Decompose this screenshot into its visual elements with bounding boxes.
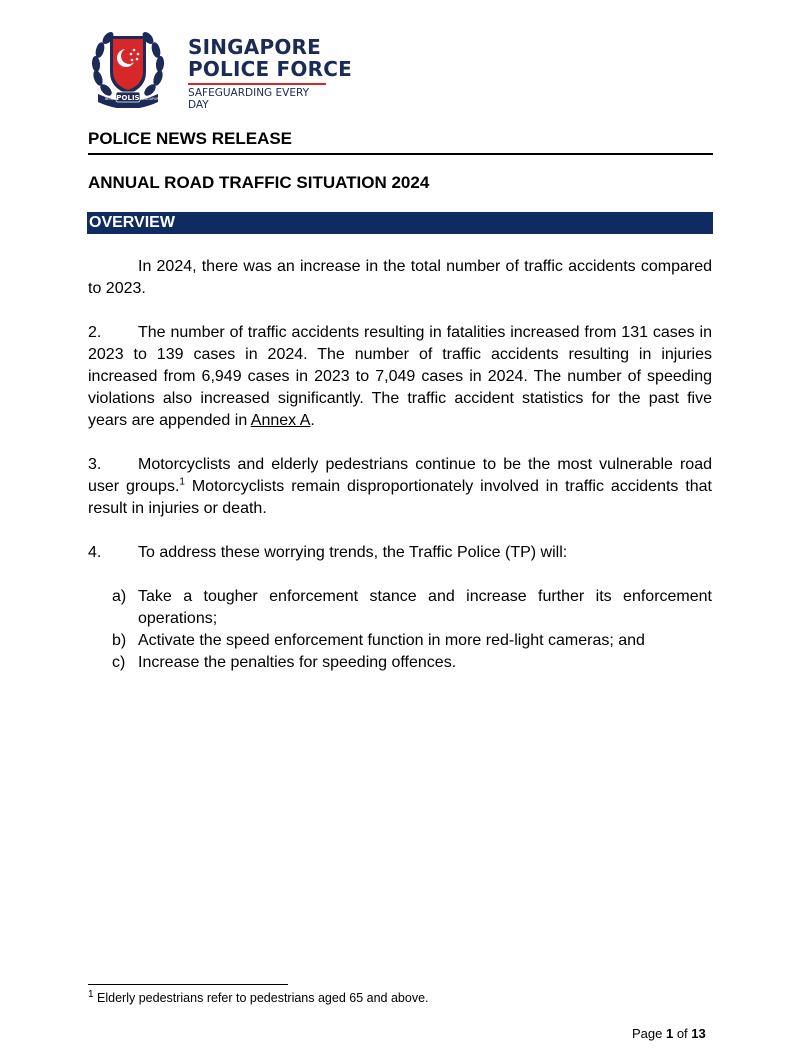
paragraph-text: Motorcyclists and elderly pedestrians continue to be the most vulnerable road user groups. bbox=[88, 456, 712, 495]
section-heading-overview: OVERVIEW bbox=[87, 212, 713, 234]
paragraph-end: . bbox=[310, 412, 315, 429]
footnote-mark: 1 bbox=[88, 988, 94, 1000]
paragraph-1: In 2024, there was an increase in the total number of traffic accidents compared to 2023. bbox=[88, 258, 712, 297]
org-wordmark bbox=[188, 36, 352, 111]
footnote-text: Elderly pedestrians refer to pedestrians aged 65 and above. bbox=[93, 991, 429, 1005]
paragraph-text: The number of traffic accidents resulting in fatalities increased from 131 cases in 2023 to 139 cases in 2024. The number of traffic accidents resulting in injuries increased from 6,949 cases in 2023 to 7,049 cases in 2024. The number of speeding violations also increased significantly. The traffic accident statistics for the past five years are appended in bbox=[88, 324, 712, 429]
paragraph-4 bbox=[88, 542, 712, 564]
document-body bbox=[88, 256, 712, 674]
list-label: c) bbox=[112, 654, 126, 671]
crest-motto-right: SINGAPURA bbox=[142, 97, 161, 101]
paragraph-text-cont: Motorcyclists remain disproportionately involved in traffic accidents that result in injuries or death. bbox=[88, 478, 713, 517]
paragraph-text: To address these worrying trends, the Traffic Police (TP) will: bbox=[138, 544, 568, 561]
list-label: a) bbox=[112, 588, 127, 605]
list-text: Increase the penalties for speeding offences. bbox=[138, 654, 457, 671]
org-name-line1: SINGAPORE bbox=[188, 35, 322, 59]
list-item bbox=[88, 630, 712, 652]
release-label: POLICE NEWS RELEASE bbox=[88, 129, 713, 155]
footnote-divider bbox=[88, 984, 288, 985]
crest-ribbon-text: POLIS bbox=[116, 94, 140, 102]
annex-a-link[interactable]: Annex A bbox=[250, 412, 311, 429]
list-text: Take a tougher enforcement stance and increase further its enforcement operations; bbox=[138, 588, 712, 627]
list-text: Activate the speed enforcement function in more red-light cameras; and bbox=[138, 632, 645, 649]
page-number bbox=[632, 1026, 706, 1041]
page-sep: of bbox=[673, 1026, 692, 1041]
page-prefix: Page bbox=[632, 1026, 666, 1041]
org-tagline: SAFEGUARDING EVERY DAY bbox=[188, 83, 326, 111]
paragraph-number: 4. bbox=[88, 544, 102, 561]
org-name-line2: POLICE FORCE bbox=[188, 57, 352, 81]
list-item bbox=[88, 652, 712, 674]
measures-list bbox=[88, 586, 712, 674]
paragraph-3 bbox=[88, 454, 712, 520]
footnote-reference[interactable]: 1 bbox=[179, 476, 185, 488]
paragraph-number: 3. bbox=[88, 456, 102, 473]
document-title: ANNUAL ROAD TRAFFIC SITUATION 2024 bbox=[88, 173, 430, 192]
crest-motto-left: NEGARA bbox=[105, 97, 119, 101]
page-total: 13 bbox=[691, 1026, 706, 1041]
list-item bbox=[88, 586, 712, 630]
paragraph-number: 2. bbox=[88, 324, 102, 341]
list-label: b) bbox=[112, 632, 127, 649]
footnote bbox=[88, 988, 429, 1005]
paragraph-2 bbox=[88, 322, 712, 432]
page-current: 1 bbox=[665, 1026, 674, 1041]
